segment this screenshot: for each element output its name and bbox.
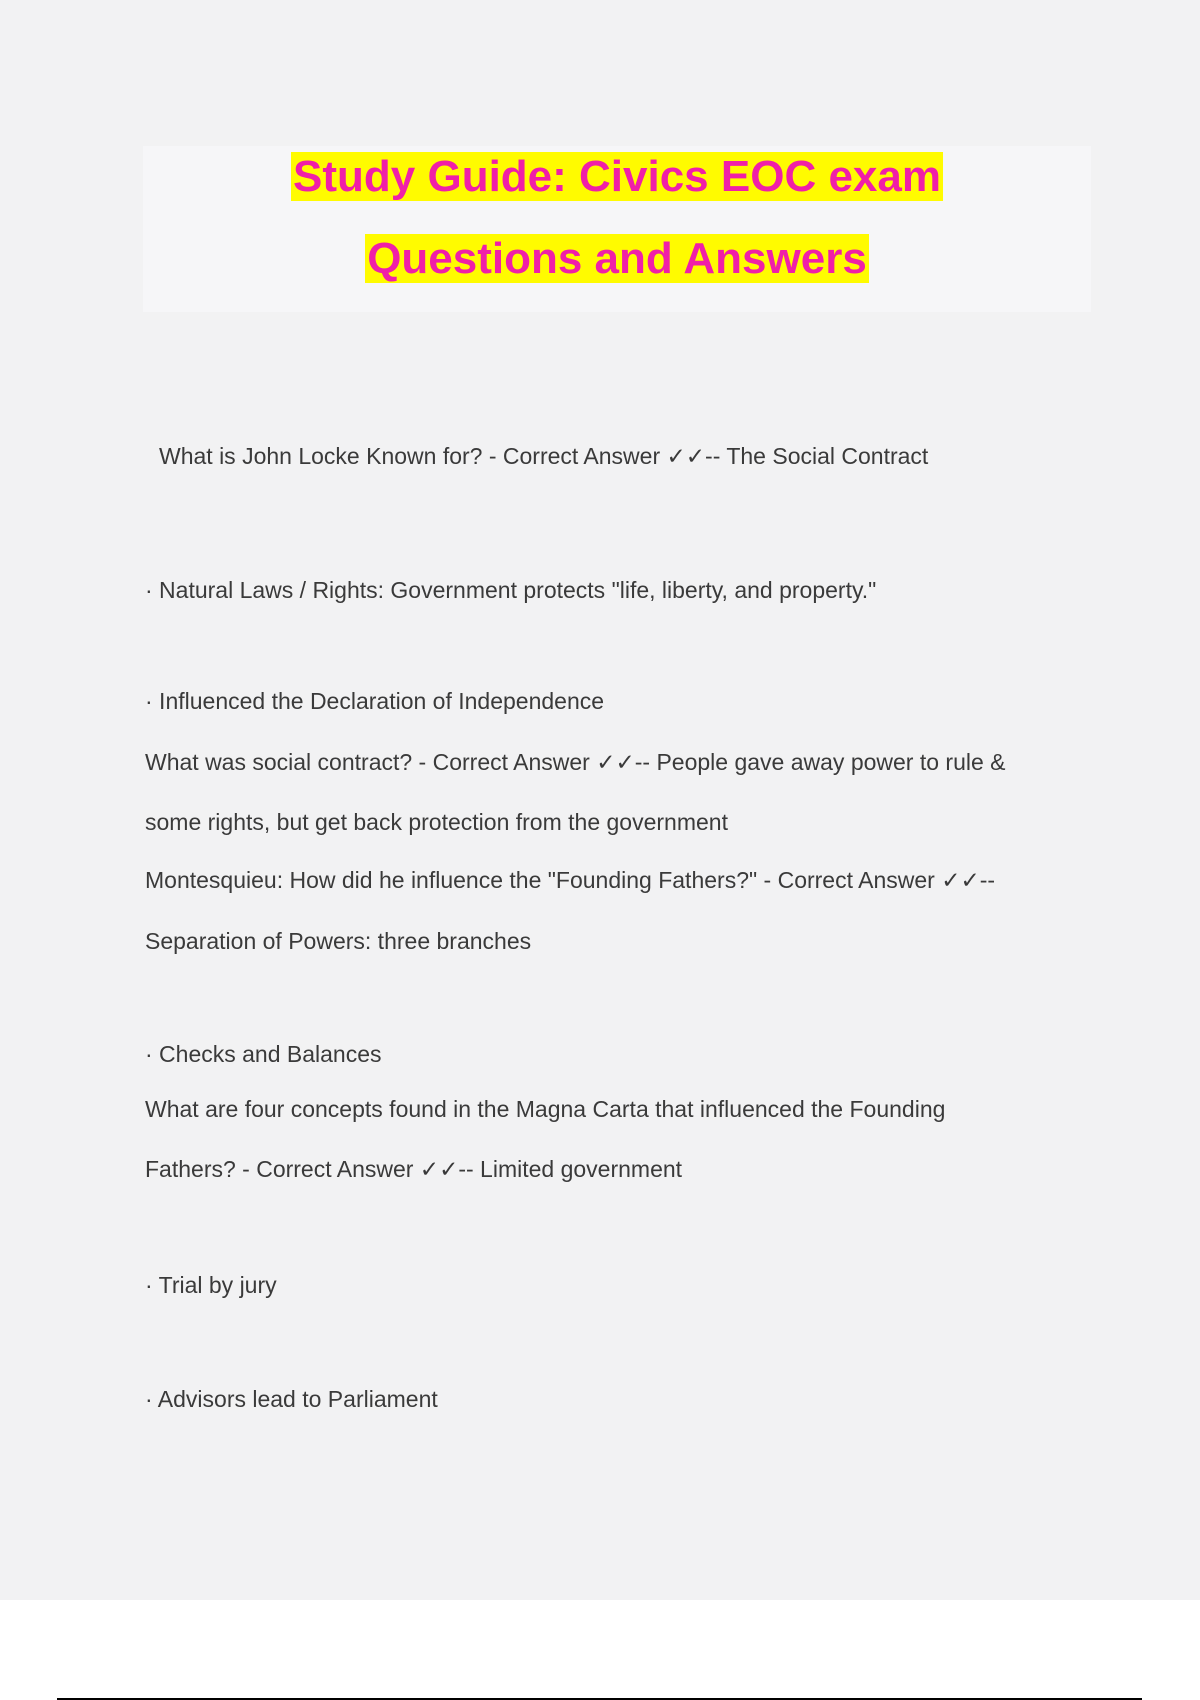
question-line: What is John Locke Known for? - Correct Answer ✓✓-- The Social Contract	[159, 443, 929, 469]
document-subtitle: Questions and Answers	[367, 234, 867, 283]
answer-bullet: · Trial by jury	[145, 1272, 277, 1298]
document-title: Study Guide: Civics EOC exam	[293, 152, 941, 201]
answer-continuation: some rights, but get back protection from the government	[145, 809, 728, 835]
answer-bullet: · Natural Laws / Rights: Government protects "life, liberty, and property."	[145, 577, 877, 603]
answer-bullet: · Advisors lead to Parliament	[145, 1386, 438, 1412]
answer-bullet: · Checks and Balances	[145, 1041, 382, 1067]
title-line-1	[143, 149, 1091, 205]
answer-continuation: Separation of Powers: three branches	[145, 928, 532, 954]
answer-continuation: Fathers? - Correct Answer ✓✓-- Limited government	[145, 1156, 683, 1182]
question-line: Montesquieu: How did he influence the "Founding Fathers?" - Correct Answer ✓✓--	[145, 867, 996, 893]
question-line: What are four concepts found in the Magna Carta that influenced the Founding	[145, 1096, 946, 1122]
title-line-2	[143, 231, 1091, 287]
question-line: What was social contract? - Correct Answer ✓✓-- People gave away power to rule &	[145, 749, 1006, 775]
title-block	[143, 146, 1091, 312]
answer-bullet: · Influenced the Declaration of Independence	[145, 688, 605, 714]
